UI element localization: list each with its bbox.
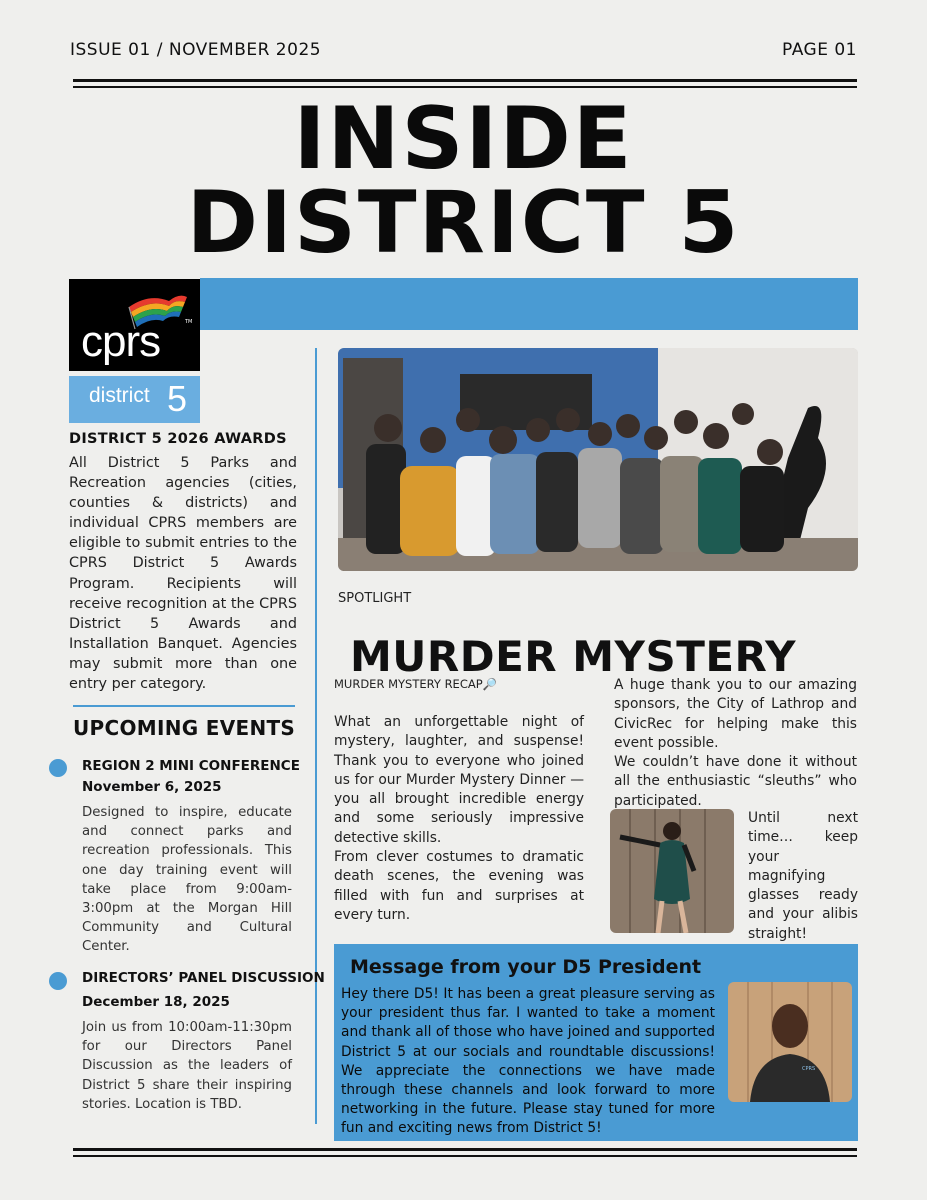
group-photo-image — [338, 348, 858, 571]
shirt-logo: CPRS — [802, 1066, 816, 1072]
president-photo — [728, 982, 852, 1102]
spotlight-label: SPOTLIGHT — [338, 591, 412, 606]
spotlight-col-1: What an unforgettable night of mystery, laughter, and suspense! Thank you to everyone who joined us for our Murder Mystery Dinner — you all brought incredible energy and some seriously impressive detective skills. From clever costumes to dramatic death scenes, the evening was filled with fun and surprises at every turn. — [334, 714, 584, 923]
awards-divider — [73, 705, 295, 707]
awards-heading: DISTRICT 5 2026 AWARDS — [69, 431, 287, 447]
bottom-rule-2 — [73, 1155, 857, 1157]
president-body: Hey there D5! It has been a great pleasure serving as your president thus far. I wanted to take a moment and thank all of those who have joined and supported District 5 at our socials and roundtable discussions! We appreciate the connections we have made through these channels and look forward to more networking in the future. Please stay tuned for more fun and exciting news from District 5! — [341, 986, 715, 1137]
district-word: district — [89, 384, 150, 407]
issue-label: ISSUE 01 / NOVEMBER 2025 — [70, 40, 322, 60]
detective-photo — [610, 809, 734, 933]
event-1-body: Designed to inspire, educate and connect parks and recreation professionals. This one day training event will take place from 9:00am-3:00pm at the Morgan Hill Community and Cultural Center. — [82, 805, 292, 955]
recap-label: MURDER MYSTERY RECAP🔎 — [334, 677, 497, 691]
event-1-title: REGION 2 MINI CONFERENCE — [82, 758, 300, 774]
spotlight-col-2: A huge thank you to our amazing sponsors, the City of Lathrop and CivicRec for helping make this event possible. We couldn’t have done it without all the enthusiastic “sleuths” who participated. — [614, 677, 857, 809]
event-bullet-2 — [49, 972, 67, 990]
event-2-date: December 18, 2025 — [82, 994, 230, 1010]
top-rule-1 — [73, 79, 857, 82]
detective-photo-image — [610, 809, 734, 933]
page-number: PAGE 01 — [782, 40, 857, 60]
district-badge — [69, 376, 200, 423]
spotlight-title: MURDER MYSTERY — [350, 632, 797, 681]
president-photo-image — [728, 982, 852, 1102]
cprs-logo — [69, 279, 200, 371]
banner-bar — [200, 278, 858, 330]
event-bullet-1 — [49, 759, 67, 777]
event-2-title: DIRECTORS’ PANEL DISCUSSION — [82, 970, 325, 986]
spotlight-signoff: Until next time… keep your magnifying glasses ready and your alibis straight! — [748, 810, 858, 942]
president-heading: Message from your D5 President — [350, 956, 702, 978]
masthead-line-1: INSIDE — [293, 89, 634, 189]
event-2-body: Join us from 10:00am-11:30pm for our Directors Panel Discussion as the leaders of District 5 share their inspiring stories. Location is TBD. — [82, 1020, 292, 1112]
cprs-wordmark: cprs — [81, 317, 161, 366]
column-divider — [315, 348, 317, 1124]
district-number: 5 — [167, 378, 188, 419]
cprs-tm: TM — [185, 319, 193, 325]
top-rule-2 — [73, 86, 857, 88]
events-heading: UPCOMING EVENTS — [73, 716, 296, 740]
bottom-rule-1 — [73, 1148, 857, 1151]
president-box — [334, 944, 858, 1141]
event-1-date: November 6, 2025 — [82, 779, 222, 795]
group-photo — [338, 348, 858, 571]
awards-body: All District 5 Parks and Recreation agencies (cities, counties & districts) and individual CPRS members are eligible to submit entries to the CPRS District 5 Awards Program. Recipients will receive recognition at the CPRS District 5 Awards and Installation Banquet. Agencies may submit more than one entry per category. — [69, 455, 297, 693]
masthead-line-2: DISTRICT 5 — [186, 173, 741, 273]
